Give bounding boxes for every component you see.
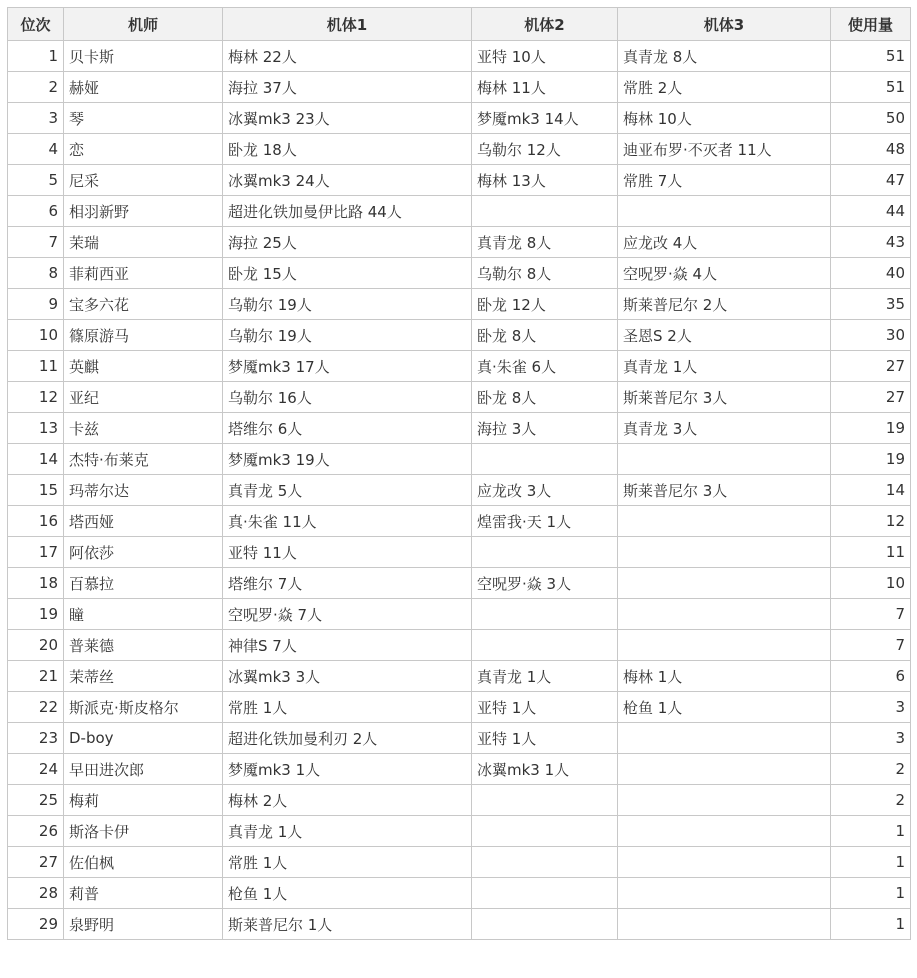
cell-mech2: 乌勒尔 8人 xyxy=(472,258,618,289)
cell-mech2: 卧龙 8人 xyxy=(472,382,618,413)
cell-mech1: 海拉 25人 xyxy=(223,227,472,258)
cell-mech1: 超进化铁加曼伊比路 44人 xyxy=(223,196,472,227)
cell-pilot: 赫娅 xyxy=(64,72,223,103)
cell-rank: 24 xyxy=(8,754,64,785)
pilot-usage-table xyxy=(7,7,911,940)
cell-mech2: 乌勒尔 12人 xyxy=(472,134,618,165)
table-header xyxy=(8,8,911,41)
cell-mech1: 卧龙 18人 xyxy=(223,134,472,165)
cell-rank: 20 xyxy=(8,630,64,661)
cell-mech3 xyxy=(618,568,831,599)
table-row xyxy=(8,413,911,444)
cell-pilot: 莉普 xyxy=(64,878,223,909)
table-row xyxy=(8,785,911,816)
cell-rank: 22 xyxy=(8,692,64,723)
cell-mech3 xyxy=(618,909,831,940)
cell-usage: 11 xyxy=(831,537,911,568)
cell-pilot: 普莱德 xyxy=(64,630,223,661)
header-pilot: 机师 xyxy=(64,8,223,41)
cell-usage: 1 xyxy=(831,847,911,878)
cell-mech2: 梦魇mk3 14人 xyxy=(472,103,618,134)
cell-mech3 xyxy=(618,878,831,909)
cell-pilot: 琴 xyxy=(64,103,223,134)
cell-mech2 xyxy=(472,909,618,940)
cell-usage: 47 xyxy=(831,165,911,196)
cell-usage: 1 xyxy=(831,878,911,909)
cell-mech2: 真青龙 1人 xyxy=(472,661,618,692)
cell-mech3: 梅林 10人 xyxy=(618,103,831,134)
cell-mech2: 煌雷我·天 1人 xyxy=(472,506,618,537)
table-row xyxy=(8,72,911,103)
cell-mech3 xyxy=(618,785,831,816)
header-mech2: 机体2 xyxy=(472,8,618,41)
cell-mech2 xyxy=(472,847,618,878)
table-row xyxy=(8,227,911,258)
cell-pilot: 梅莉 xyxy=(64,785,223,816)
cell-usage: 3 xyxy=(831,723,911,754)
cell-mech1: 卧龙 15人 xyxy=(223,258,472,289)
cell-usage: 51 xyxy=(831,41,911,72)
cell-mech1: 乌勒尔 19人 xyxy=(223,289,472,320)
table-body xyxy=(8,41,911,940)
cell-pilot: 斯派克·斯皮格尔 xyxy=(64,692,223,723)
table-row xyxy=(8,382,911,413)
cell-usage: 1 xyxy=(831,816,911,847)
cell-rank: 29 xyxy=(8,909,64,940)
cell-usage: 6 xyxy=(831,661,911,692)
cell-mech2: 冰翼mk3 1人 xyxy=(472,754,618,785)
cell-usage: 2 xyxy=(831,754,911,785)
table-row xyxy=(8,103,911,134)
cell-pilot: 茉瑞 xyxy=(64,227,223,258)
cell-mech2: 梅林 11人 xyxy=(472,72,618,103)
cell-pilot: 尼采 xyxy=(64,165,223,196)
cell-mech1: 海拉 37人 xyxy=(223,72,472,103)
cell-usage: 27 xyxy=(831,382,911,413)
cell-pilot: 佐伯枫 xyxy=(64,847,223,878)
cell-rank: 15 xyxy=(8,475,64,506)
cell-pilot: 英麒 xyxy=(64,351,223,382)
cell-rank: 2 xyxy=(8,72,64,103)
table-row xyxy=(8,444,911,475)
header-mech1: 机体1 xyxy=(223,8,472,41)
cell-rank: 25 xyxy=(8,785,64,816)
cell-usage: 12 xyxy=(831,506,911,537)
cell-pilot: 瞳 xyxy=(64,599,223,630)
cell-usage: 10 xyxy=(831,568,911,599)
cell-mech1: 梅林 2人 xyxy=(223,785,472,816)
cell-mech3: 空呪罗·焱 4人 xyxy=(618,258,831,289)
table-row xyxy=(8,599,911,630)
cell-rank: 13 xyxy=(8,413,64,444)
table-row xyxy=(8,289,911,320)
cell-mech2: 亚特 1人 xyxy=(472,692,618,723)
cell-pilot: 卡兹 xyxy=(64,413,223,444)
cell-mech2: 亚特 1人 xyxy=(472,723,618,754)
header-rank: 位次 xyxy=(8,8,64,41)
table-row xyxy=(8,506,911,537)
cell-mech1: 真·朱雀 11人 xyxy=(223,506,472,537)
table-row xyxy=(8,661,911,692)
cell-mech2 xyxy=(472,785,618,816)
table-row xyxy=(8,568,911,599)
cell-mech2 xyxy=(472,878,618,909)
table-row xyxy=(8,475,911,506)
cell-mech2: 卧龙 12人 xyxy=(472,289,618,320)
cell-mech1: 空呪罗·焱 7人 xyxy=(223,599,472,630)
cell-pilot: D-boy xyxy=(64,723,223,754)
cell-mech2: 卧龙 8人 xyxy=(472,320,618,351)
cell-rank: 28 xyxy=(8,878,64,909)
cell-usage: 19 xyxy=(831,413,911,444)
cell-usage: 48 xyxy=(831,134,911,165)
cell-mech1: 梅林 22人 xyxy=(223,41,472,72)
cell-mech1: 梦魇mk3 19人 xyxy=(223,444,472,475)
cell-mech3 xyxy=(618,537,831,568)
cell-rank: 6 xyxy=(8,196,64,227)
cell-rank: 11 xyxy=(8,351,64,382)
table-row xyxy=(8,878,911,909)
cell-mech1: 塔维尔 6人 xyxy=(223,413,472,444)
cell-rank: 16 xyxy=(8,506,64,537)
header-mech3: 机体3 xyxy=(618,8,831,41)
cell-mech1: 常胜 1人 xyxy=(223,847,472,878)
cell-pilot: 百慕拉 xyxy=(64,568,223,599)
table-row xyxy=(8,258,911,289)
cell-mech1: 常胜 1人 xyxy=(223,692,472,723)
cell-usage: 51 xyxy=(831,72,911,103)
cell-mech2: 真青龙 8人 xyxy=(472,227,618,258)
cell-mech1: 冰翼mk3 24人 xyxy=(223,165,472,196)
cell-usage: 3 xyxy=(831,692,911,723)
cell-pilot: 泉野明 xyxy=(64,909,223,940)
cell-pilot: 塔西娅 xyxy=(64,506,223,537)
cell-mech2 xyxy=(472,816,618,847)
cell-mech2: 应龙改 3人 xyxy=(472,475,618,506)
cell-pilot: 相羽新野 xyxy=(64,196,223,227)
cell-usage: 43 xyxy=(831,227,911,258)
cell-usage: 30 xyxy=(831,320,911,351)
table-row xyxy=(8,351,911,382)
cell-mech3 xyxy=(618,444,831,475)
cell-mech3: 斯莱普尼尔 2人 xyxy=(618,289,831,320)
cell-mech3: 斯莱普尼尔 3人 xyxy=(618,475,831,506)
cell-mech3 xyxy=(618,723,831,754)
cell-mech2: 真·朱雀 6人 xyxy=(472,351,618,382)
cell-rank: 14 xyxy=(8,444,64,475)
table-row xyxy=(8,537,911,568)
cell-rank: 4 xyxy=(8,134,64,165)
cell-mech3: 梅林 1人 xyxy=(618,661,831,692)
cell-mech3: 圣恩S 2人 xyxy=(618,320,831,351)
cell-mech3: 真青龙 8人 xyxy=(618,41,831,72)
cell-usage: 50 xyxy=(831,103,911,134)
cell-usage: 19 xyxy=(831,444,911,475)
table-row xyxy=(8,754,911,785)
cell-usage: 1 xyxy=(831,909,911,940)
table-row xyxy=(8,320,911,351)
cell-pilot: 玛蒂尔达 xyxy=(64,475,223,506)
cell-mech3 xyxy=(618,599,831,630)
cell-pilot: 菲莉西亚 xyxy=(64,258,223,289)
cell-rank: 5 xyxy=(8,165,64,196)
cell-mech1: 真青龙 5人 xyxy=(223,475,472,506)
table-row xyxy=(8,847,911,878)
cell-mech2: 海拉 3人 xyxy=(472,413,618,444)
cell-usage: 44 xyxy=(831,196,911,227)
cell-mech1: 枪鱼 1人 xyxy=(223,878,472,909)
table-row xyxy=(8,134,911,165)
cell-mech1: 真青龙 1人 xyxy=(223,816,472,847)
cell-mech1: 斯莱普尼尔 1人 xyxy=(223,909,472,940)
cell-mech1: 梦魇mk3 17人 xyxy=(223,351,472,382)
cell-pilot: 杰特·布莱克 xyxy=(64,444,223,475)
cell-rank: 26 xyxy=(8,816,64,847)
cell-pilot: 宝多六花 xyxy=(64,289,223,320)
table-row xyxy=(8,723,911,754)
cell-pilot: 茉蒂丝 xyxy=(64,661,223,692)
cell-rank: 21 xyxy=(8,661,64,692)
cell-rank: 19 xyxy=(8,599,64,630)
cell-mech3: 真青龙 3人 xyxy=(618,413,831,444)
cell-mech1: 乌勒尔 16人 xyxy=(223,382,472,413)
cell-rank: 8 xyxy=(8,258,64,289)
cell-usage: 14 xyxy=(831,475,911,506)
cell-mech3 xyxy=(618,847,831,878)
cell-mech3: 枪鱼 1人 xyxy=(618,692,831,723)
cell-usage: 35 xyxy=(831,289,911,320)
cell-usage: 2 xyxy=(831,785,911,816)
cell-mech2 xyxy=(472,599,618,630)
cell-rank: 17 xyxy=(8,537,64,568)
cell-rank: 3 xyxy=(8,103,64,134)
cell-rank: 27 xyxy=(8,847,64,878)
cell-usage: 7 xyxy=(831,630,911,661)
cell-mech3: 迪亚布罗·不灭者 11人 xyxy=(618,134,831,165)
cell-usage: 27 xyxy=(831,351,911,382)
cell-pilot: 早田进次郎 xyxy=(64,754,223,785)
cell-mech3: 常胜 7人 xyxy=(618,165,831,196)
cell-rank: 12 xyxy=(8,382,64,413)
cell-mech3 xyxy=(618,196,831,227)
cell-mech1: 冰翼mk3 23人 xyxy=(223,103,472,134)
cell-mech1: 梦魇mk3 1人 xyxy=(223,754,472,785)
cell-rank: 7 xyxy=(8,227,64,258)
cell-mech2: 亚特 10人 xyxy=(472,41,618,72)
cell-pilot: 斯洛卡伊 xyxy=(64,816,223,847)
cell-mech2 xyxy=(472,196,618,227)
cell-mech3 xyxy=(618,754,831,785)
cell-mech1: 塔维尔 7人 xyxy=(223,568,472,599)
table-row xyxy=(8,816,911,847)
cell-rank: 9 xyxy=(8,289,64,320)
cell-mech1: 超进化铁加曼利刃 2人 xyxy=(223,723,472,754)
cell-mech2 xyxy=(472,630,618,661)
cell-mech2: 空呪罗·焱 3人 xyxy=(472,568,618,599)
cell-mech1: 亚特 11人 xyxy=(223,537,472,568)
cell-pilot: 贝卡斯 xyxy=(64,41,223,72)
cell-mech1: 冰翼mk3 3人 xyxy=(223,661,472,692)
cell-mech2 xyxy=(472,444,618,475)
cell-pilot: 篠原游马 xyxy=(64,320,223,351)
table-row xyxy=(8,196,911,227)
cell-rank: 1 xyxy=(8,41,64,72)
table-row xyxy=(8,909,911,940)
cell-mech3: 斯莱普尼尔 3人 xyxy=(618,382,831,413)
cell-mech2: 梅林 13人 xyxy=(472,165,618,196)
table-row xyxy=(8,165,911,196)
cell-rank: 18 xyxy=(8,568,64,599)
cell-pilot: 阿依莎 xyxy=(64,537,223,568)
cell-mech1: 乌勒尔 19人 xyxy=(223,320,472,351)
cell-mech3: 真青龙 1人 xyxy=(618,351,831,382)
cell-mech3 xyxy=(618,630,831,661)
header-row xyxy=(8,8,911,41)
cell-mech3 xyxy=(618,506,831,537)
cell-usage: 40 xyxy=(831,258,911,289)
cell-mech2 xyxy=(472,537,618,568)
cell-mech1: 神律S 7人 xyxy=(223,630,472,661)
cell-mech3 xyxy=(618,816,831,847)
cell-pilot: 恋 xyxy=(64,134,223,165)
table-row xyxy=(8,692,911,723)
cell-pilot: 亚纪 xyxy=(64,382,223,413)
cell-mech3: 应龙改 4人 xyxy=(618,227,831,258)
cell-rank: 23 xyxy=(8,723,64,754)
cell-mech3: 常胜 2人 xyxy=(618,72,831,103)
cell-rank: 10 xyxy=(8,320,64,351)
table-row xyxy=(8,41,911,72)
header-usage: 使用量 xyxy=(831,8,911,41)
cell-usage: 7 xyxy=(831,599,911,630)
table-row xyxy=(8,630,911,661)
